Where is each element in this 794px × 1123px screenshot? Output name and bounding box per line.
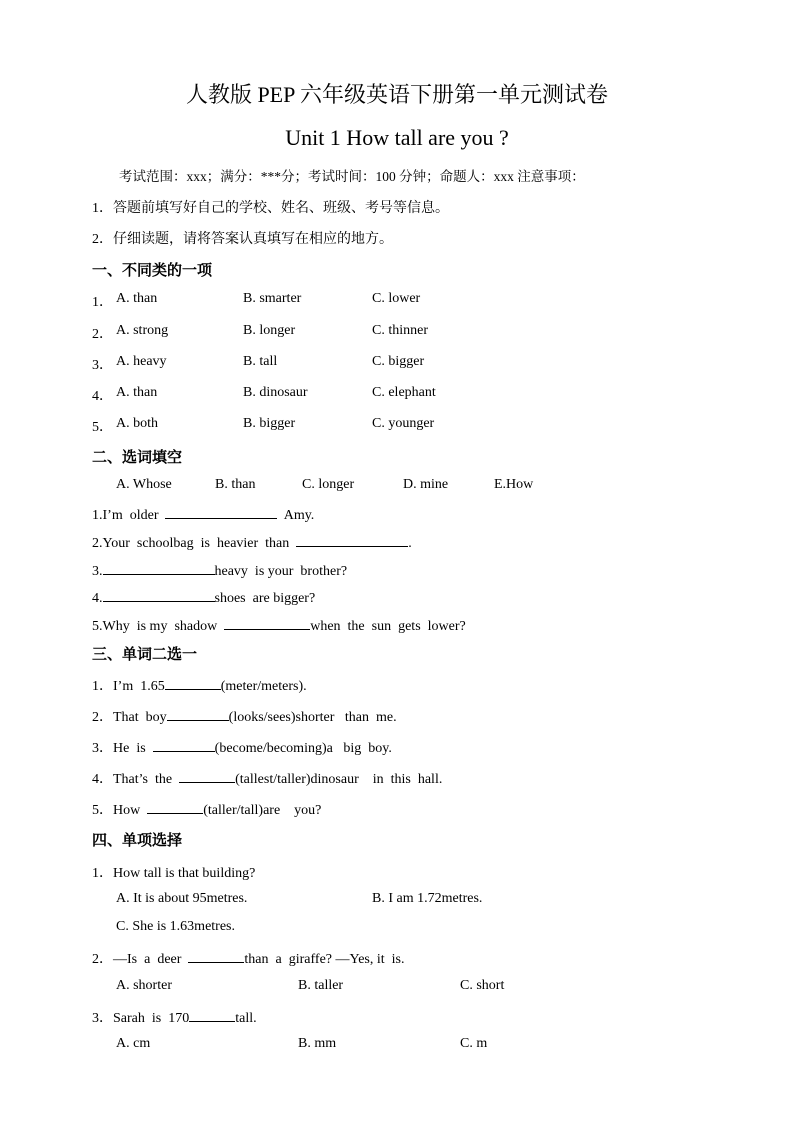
question-text: 3．Sarah is 170: [92, 1011, 190, 1026]
answer-blank[interactable]: [103, 560, 215, 575]
question-text: (become/becoming)a big boy.: [214, 741, 392, 756]
question-text: 3.: [92, 564, 103, 579]
question-text: 3．He is: [92, 741, 153, 756]
option-b: B. longer: [243, 323, 296, 338]
option-b: B. bigger: [243, 416, 296, 431]
section-4-heading: 四、单项选择: [92, 833, 183, 849]
question-text: when the sun gets lower?: [310, 619, 466, 634]
answer-blank[interactable]: [167, 706, 229, 721]
question-text: (tallest/taller)dinosaur in this hall.: [235, 772, 443, 787]
fill-blank-item: [92, 560, 347, 580]
question-text: Amy.: [277, 508, 315, 523]
question-text: 4.: [92, 591, 103, 606]
option-b: B. smarter: [243, 291, 302, 306]
answer-blank[interactable]: [165, 504, 277, 519]
item-number: 4．: [92, 389, 113, 404]
question-text: (meter/meters).: [220, 679, 307, 694]
answer-blank[interactable]: [296, 532, 408, 547]
note-2: 2．仔细读题，请将答案认真填写在相应的地方。: [92, 232, 393, 247]
answer-blank[interactable]: [179, 768, 235, 783]
question-text: 1．I’m 1.65: [92, 679, 165, 694]
option-c: C. short: [460, 978, 505, 993]
item-number: 2．: [92, 327, 113, 342]
answer-blank[interactable]: [165, 675, 221, 690]
answer-blank[interactable]: [153, 737, 215, 752]
fill-blank-item: [92, 615, 466, 635]
question-text: 2．That boy: [92, 710, 167, 725]
option-c: C. m: [460, 1036, 488, 1051]
option-a: A. both: [116, 416, 158, 431]
answer-blank[interactable]: [189, 1007, 235, 1022]
word-option: C. longer: [302, 477, 355, 492]
mc-question-stem: [92, 1007, 257, 1027]
option-a: A. It is about 95metres.: [116, 891, 248, 906]
choice-item: [92, 706, 397, 726]
mc-question-stem: [92, 948, 405, 968]
question-text: 4．That’s the: [92, 772, 180, 787]
note-1: 1．答题前填写好自己的学校、姓名、班级、考号等信息。: [92, 201, 449, 216]
word-option: A. Whose: [116, 477, 172, 492]
fill-blank-item: [92, 587, 315, 607]
item-number: 1．: [92, 295, 113, 310]
option-c: C. thinner: [372, 323, 428, 338]
option-b: B. tall: [243, 354, 278, 369]
section-1-heading: 一、不同类的一项: [92, 263, 213, 279]
mc-question-stem: 1．How tall is that building?: [92, 866, 256, 881]
fill-blank-item: [92, 532, 412, 552]
item-number: 5．: [92, 420, 113, 435]
question-text: (taller/tall)are you?: [203, 803, 322, 818]
choice-item: [92, 768, 442, 788]
option-c: C. elephant: [372, 385, 436, 400]
page-subtitle: Unit 1 How tall are you ?: [285, 125, 509, 150]
answer-blank[interactable]: [224, 615, 310, 630]
question-text: 5.Why is my shadow: [92, 619, 225, 634]
choice-item: [92, 675, 307, 695]
exam-info: 考试范围：xxx；满分：***分；考试时间：100 分钟；命题人：xxx 注意事项：: [119, 169, 585, 184]
answer-blank[interactable]: [147, 799, 203, 814]
question-text: 2.Your schoolbag is heavier than: [92, 536, 297, 551]
option-c: C. She is 1.63metres.: [116, 919, 235, 934]
option-a: A. shorter: [116, 978, 172, 993]
word-option: E.How: [494, 477, 534, 492]
question-text: .: [408, 536, 412, 551]
choice-item: [92, 799, 321, 819]
question-text: shoes are bigger?: [214, 591, 316, 606]
question-text: 1.I’m older: [92, 508, 166, 523]
option-b: B. taller: [298, 978, 344, 993]
word-option: B. than: [215, 477, 256, 492]
option-b: B. I am 1.72metres.: [372, 891, 483, 906]
option-b: B. dinosaur: [243, 385, 308, 400]
option-a: A. than: [116, 385, 158, 400]
section-3-heading: 三、单词二选一: [92, 647, 198, 663]
option-a: A. than: [116, 291, 158, 306]
word-option: D. mine: [403, 477, 449, 492]
option-a: A. heavy: [116, 354, 167, 369]
answer-blank[interactable]: [103, 587, 215, 602]
option-a: A. cm: [116, 1036, 151, 1051]
item-number: 3．: [92, 358, 113, 373]
option-c: C. lower: [372, 291, 421, 306]
option-a: A. strong: [116, 323, 169, 338]
question-text: (looks/sees)shorter than me.: [228, 710, 397, 725]
question-text: heavy is your brother?: [214, 564, 348, 579]
answer-blank[interactable]: [188, 948, 244, 963]
question-text: 5．How: [92, 803, 148, 818]
option-b: B. mm: [298, 1036, 337, 1051]
option-c: C. bigger: [372, 354, 425, 369]
section-2-heading: 二、选词填空: [92, 450, 183, 466]
option-c: C. younger: [372, 416, 435, 431]
question-text: than a giraffe? —Yes, it is.: [244, 952, 405, 967]
choice-item: [92, 737, 392, 757]
question-text: 2．—Is a deer: [92, 952, 189, 967]
question-text: tall.: [235, 1011, 257, 1026]
fill-blank-item: [92, 504, 314, 524]
page-title: 人教版 PEP 六年级英语下册第一单元测试卷: [185, 82, 609, 107]
